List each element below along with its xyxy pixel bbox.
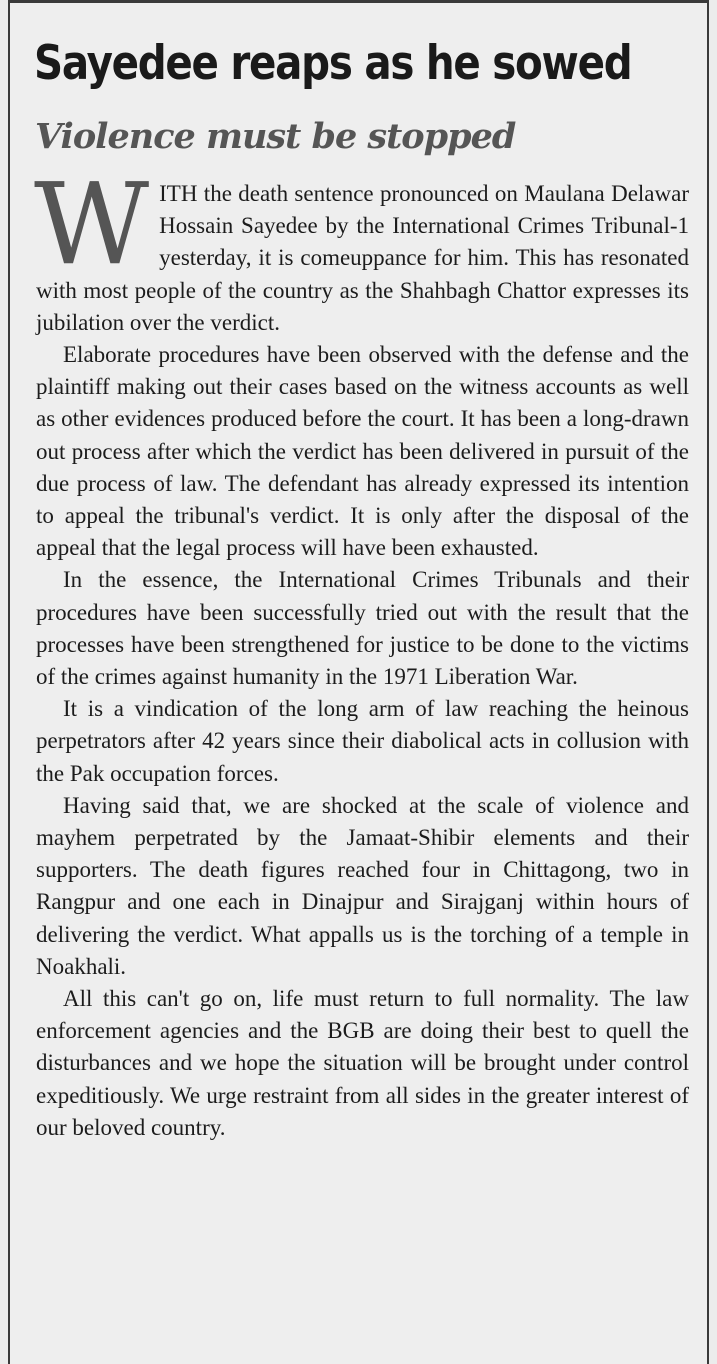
drop-cap: W: [34, 160, 150, 290]
top-rule: [10, 0, 707, 3]
paragraph-1-text: ITH the death sentence pronounced on Maulana Delawar Hossain Sayedee by the International Crimes Tribunal-1 yesterday, it is comeuppance for him. This has resonated with most people of the country as the Shahbagh Chattor expresses its jubilation over the verdict.: [36, 181, 689, 335]
paragraph-5: Having said that, we are shocked at the scale of violence and mayhem perpetrated by the Jamaat-Shibir elements and their supporters. The death figures reached four in Chittagong, two in Rangpur and one each in Dinajpur and Sirajganj within hours of delivering the verdict. What appalls us is the torching of a temple in Noakhali.: [36, 792, 689, 979]
article-body: [34, 160, 689, 1144]
paragraph-1: [34, 160, 689, 339]
paragraph-3: In the essence, the International Crimes Tribunals and their procedures have been successfully tried out with the result that the processes have been strengthened for justice to be done to the victims of the crimes against humanity in the 1971 Liberation War.: [36, 567, 689, 690]
paragraph-2: Elaborate procedures have been observed with the defense and the plaintiff making out their cases based on the witness accounts as well as other evidences produced before the court. It has been a long-drawn out process after which the verdict has been delivered in pursuit of the due process of law. The defendant has already expressed its intention to appeal the tribunal's verdict. It is only after the disposal of the appeal that the legal process will have been exhausted.: [36, 342, 689, 561]
headline: Sayedee reaps as he sowed: [34, 36, 632, 91]
paragraph-4: It is a vindication of the long arm of law reaching the heinous perpetrators after 42 years since their diabolical acts in collusion with the Pak occupation forces.: [36, 696, 689, 786]
subheadline: Violence must be stopped: [35, 116, 516, 157]
editorial-frame: [8, 0, 709, 1364]
paragraph-6: All this can't go on, life must return to full normality. The law enforcement agencies and the BGB are doing their best to quell the disturbances and we hope the situation will be brought under control expeditiously. We urge restraint from all sides in the greater interest of our beloved country.: [36, 986, 689, 1140]
